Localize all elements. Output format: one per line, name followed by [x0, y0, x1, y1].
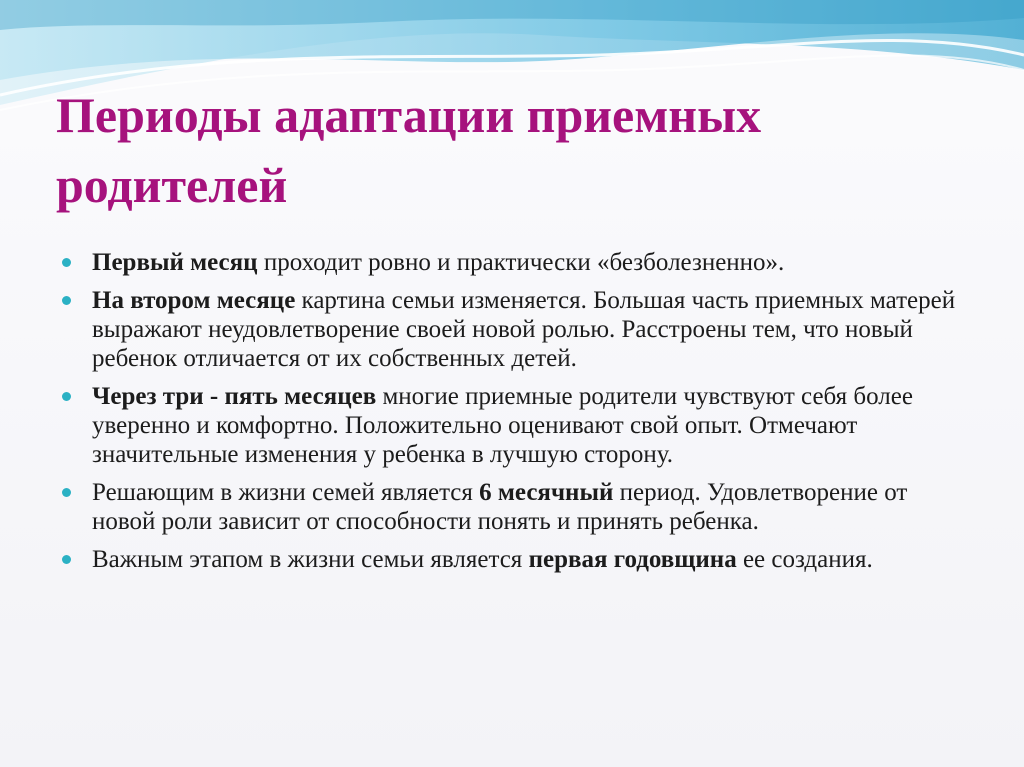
- bullet-item-three-five-months: [58, 382, 958, 469]
- bullet-bold-text: Первый месяц: [92, 249, 258, 276]
- bullet-text: многие приемные родители чувствуют себя более уверенно и комфортно. Положительно оценивают свой опыт. Отмечают значительные изменения у ребенка в лучшую сторону.: [92, 383, 913, 468]
- bullet-item-first-month: [58, 248, 958, 277]
- bullet-dot-icon: [62, 488, 71, 497]
- bullet-list: [58, 248, 958, 574]
- bullet-item-first-anniversary: [58, 545, 958, 574]
- bullet-bold-text: На втором месяце: [92, 287, 296, 314]
- bullet-text: картина семьи изменяется. Большая часть приемных матерей выражают неудовлетворение своей новой ролью. Расстроены тем, что новый ребенок отличается от их собственных детей.: [92, 287, 956, 372]
- bullet-pre-text: Решающим в жизни семей является: [92, 479, 480, 506]
- bullet-text: проходит ровно и практически «безболезненно».: [257, 249, 785, 276]
- bullet-item-six-month-period: [58, 478, 958, 536]
- bullet-bold-text: 6 месячный: [479, 479, 614, 506]
- bullet-bold-text: Через три - пять месяцев: [92, 383, 377, 410]
- bullet-dot-icon: [62, 258, 71, 267]
- slide-content: [58, 248, 958, 583]
- bullet-text: период. Удовлетворение от новой роли зависит от способности понять и принять ребенка.: [92, 479, 908, 535]
- bullet-text: ее создания.: [736, 546, 873, 573]
- bullet-pre-text: Важным этапом в жизни семьи является: [92, 546, 529, 573]
- bullet-item-second-month: [58, 286, 958, 373]
- bullet-dot-icon: [62, 392, 71, 401]
- bullet-dot-icon: [62, 555, 71, 564]
- slide-title: Периоды адаптации приемных родителей: [56, 87, 762, 213]
- bullet-bold-text: первая годовщина: [528, 546, 737, 573]
- bullet-dot-icon: [62, 296, 71, 305]
